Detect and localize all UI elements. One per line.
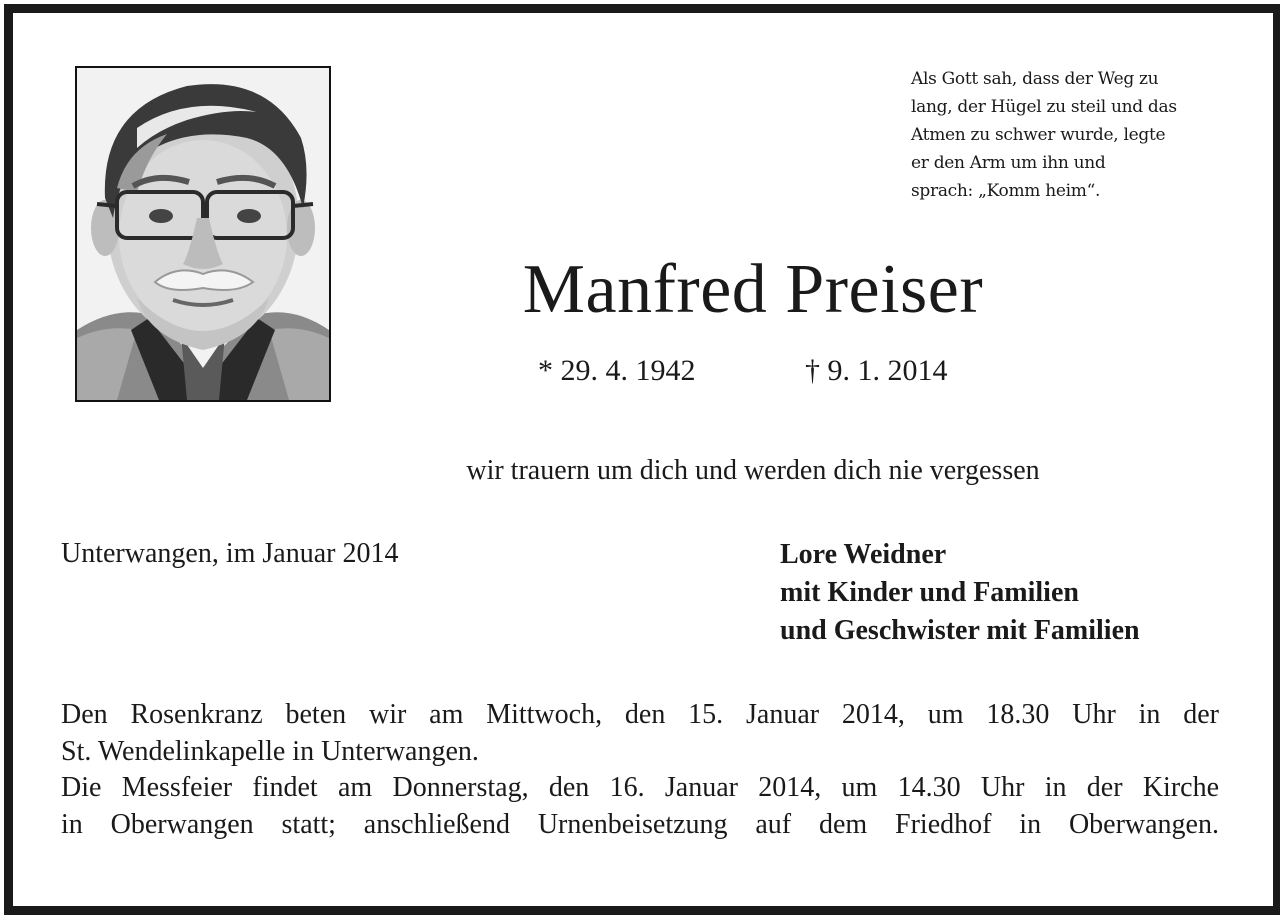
birth-date: * 29. 4. 1942 (538, 354, 696, 387)
service-line: Den Rosenkranz beten wir am Mittwoch, den 15. Januar 2014, um 18.30 Uhr in der (61, 699, 1219, 730)
poem-line: er den Arm um ihn und (911, 153, 1106, 173)
mourner-line: und Geschwister mit Familien (780, 615, 1140, 646)
mourner-line: mit Kinder und Familien (780, 577, 1079, 608)
service-line: Die Messfeier findet am Donnerstag, den 16. Januar 2014, um 14.30 Uhr in der Kirche (61, 772, 1219, 803)
service-line: St. Wendelinkapelle in Unterwangen. (61, 735, 479, 767)
poem-line: Atmen zu schwer wurde, legte (911, 125, 1166, 145)
poem-line: sprach: „Komm heim“. (911, 181, 1101, 201)
mourner-line: Lore Weidner (780, 539, 947, 570)
mourning-tagline: wir trauern um dich und werden dich nie vergessen (466, 455, 1040, 486)
service-details (61, 697, 1219, 843)
service-line: in Oberwangen statt; anschließend Urnenbeisetzung auf dem Friedhof in Oberwangen. (61, 808, 1219, 840)
place-and-date: Unterwangen, im Januar 2014 (61, 538, 399, 569)
poem-line: Als Gott sah, dass der Weg zu (911, 69, 1159, 89)
poem-line: lang, der Hügel zu steil und das (911, 97, 1177, 117)
deceased-name: Manfred Preiser (522, 251, 984, 328)
mourners-list (780, 536, 1140, 650)
obituary-notice (4, 4, 1280, 915)
portrait-photo (75, 66, 331, 402)
death-date: † 9. 1. 2014 (805, 354, 948, 387)
poem (911, 65, 1231, 205)
